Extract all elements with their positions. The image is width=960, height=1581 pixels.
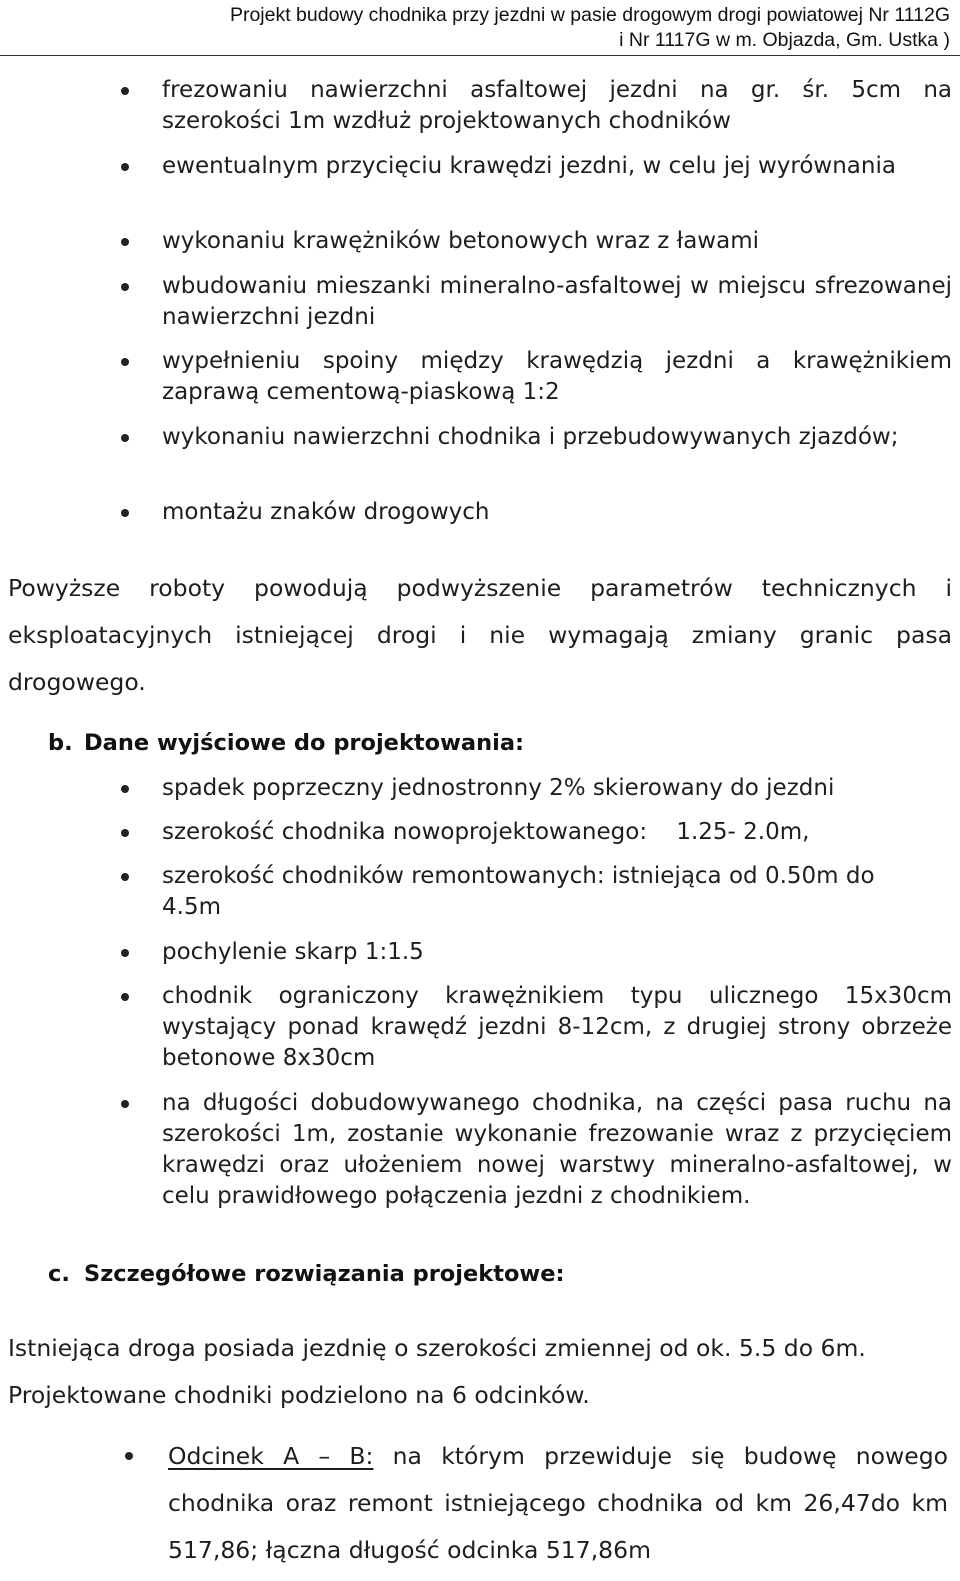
paragraph: Powyższe roboty powodują podwyższenie parametrów technicznych i eksploatacyjnych istniejącej drogi i nie wymagają zmiany granic pasa drogowego. [8, 574, 952, 696]
section-title: Dane wyjściowe do projektowania: [84, 730, 525, 756]
list-item: na długości dobudowywanego chodnika, na części pasa ruchu na szerokości 1m, zostanie wykonanie frezowanie wraz z przycięciem krawędzi oraz ułożeniem nowej warstwy mineralno-asfaltowej, w celu prawidłowego połączenia jezdni z chodnikiem. [162, 1090, 952, 1209]
page-header [0, 0, 960, 56]
list-item: spadek poprzeczny jednostronny 2% skierowany do jezdni [162, 775, 835, 801]
list-item: wykonaniu nawierzchni chodnika i przebudowywanych zjazdów; [162, 424, 899, 450]
bullet-icon [121, 358, 129, 366]
section-heading-b [48, 730, 524, 756]
bullet-icon [125, 1452, 133, 1460]
bullet-icon [121, 949, 129, 957]
list-item: wbudowaniu mieszanki mineralno-asfaltowej w miejscu sfrezowanej nawierzchni jezdni [162, 273, 952, 330]
list-item: pochylenie skarp 1:1.5 [162, 939, 424, 965]
bullet-icon [121, 993, 129, 1001]
bullet-icon [121, 238, 129, 246]
bullet-icon [121, 163, 129, 171]
bullet-icon [121, 873, 129, 881]
section-letter: b. [48, 730, 73, 756]
section-heading-c [48, 1261, 564, 1287]
section-letter: c. [48, 1261, 70, 1287]
header-title-line-1: Projekt budowy chodnika przy jezdni w pasie drogowym drogi powiatowej Nr 1112G [229, 4, 950, 26]
bullet-icon [121, 785, 129, 793]
section-title: Szczegółowe rozwiązania projektowe: [84, 1261, 565, 1287]
segment-text: na którym przewiduje się budowę nowego chodnika oraz remont istniejącego chodnika od km 26,47do km 517,86; łączna długość odcinka 517,86m [168, 1442, 948, 1564]
list-item: wykonaniu krawężników betonowych wraz z ławami [162, 228, 759, 254]
list-item: frezowaniu nawierzchni asfaltowej jezdni na gr. śr. 5cm na szerokości 1m wzdłuż projektowanych chodników [162, 77, 952, 134]
bullet-icon [121, 829, 129, 837]
list-item: szerokość chodnika nowoprojektowanego: 1.25- 2.0m, [162, 819, 810, 845]
bullet-icon [121, 87, 129, 95]
list-item: szerokość chodników remontowanych: istniejąca od 0.50m do 4.5m [162, 863, 875, 920]
header-title-line-2: i Nr 1117G w m. Objazda, Gm. Ustka ) [619, 29, 950, 51]
bullet-icon [121, 1100, 129, 1108]
bullet-icon [121, 434, 129, 442]
list-item: montażu znaków drogowych [162, 499, 490, 525]
segment-label: Odcinek A – B: [168, 1442, 374, 1470]
paragraph-line: Projektowane chodniki podzielono na 6 odcinków. [8, 1381, 590, 1409]
list-item: ewentualnym przycięciu krawędzi jezdni, w celu jej wyrównania [162, 153, 896, 179]
list-item: wypełnieniu spoiny między krawędzią jezdni a krawężnikiem zaprawą cementową-piaskową 1:2 [162, 348, 952, 405]
bullet-icon [121, 509, 129, 517]
list-item: chodnik ograniczony krawężnikiem typu ulicznego 15x30cm wystający ponad krawędź jezdni 8-12cm, z drugiej strony obrzeże betonowe 8x30cm [162, 983, 952, 1071]
paragraph-line: Istniejąca droga posiada jezdnię o szerokości zmiennej od ok. 5.5 do 6m. [8, 1334, 866, 1362]
segment-item [168, 1433, 948, 1574]
bullet-icon [121, 283, 129, 291]
